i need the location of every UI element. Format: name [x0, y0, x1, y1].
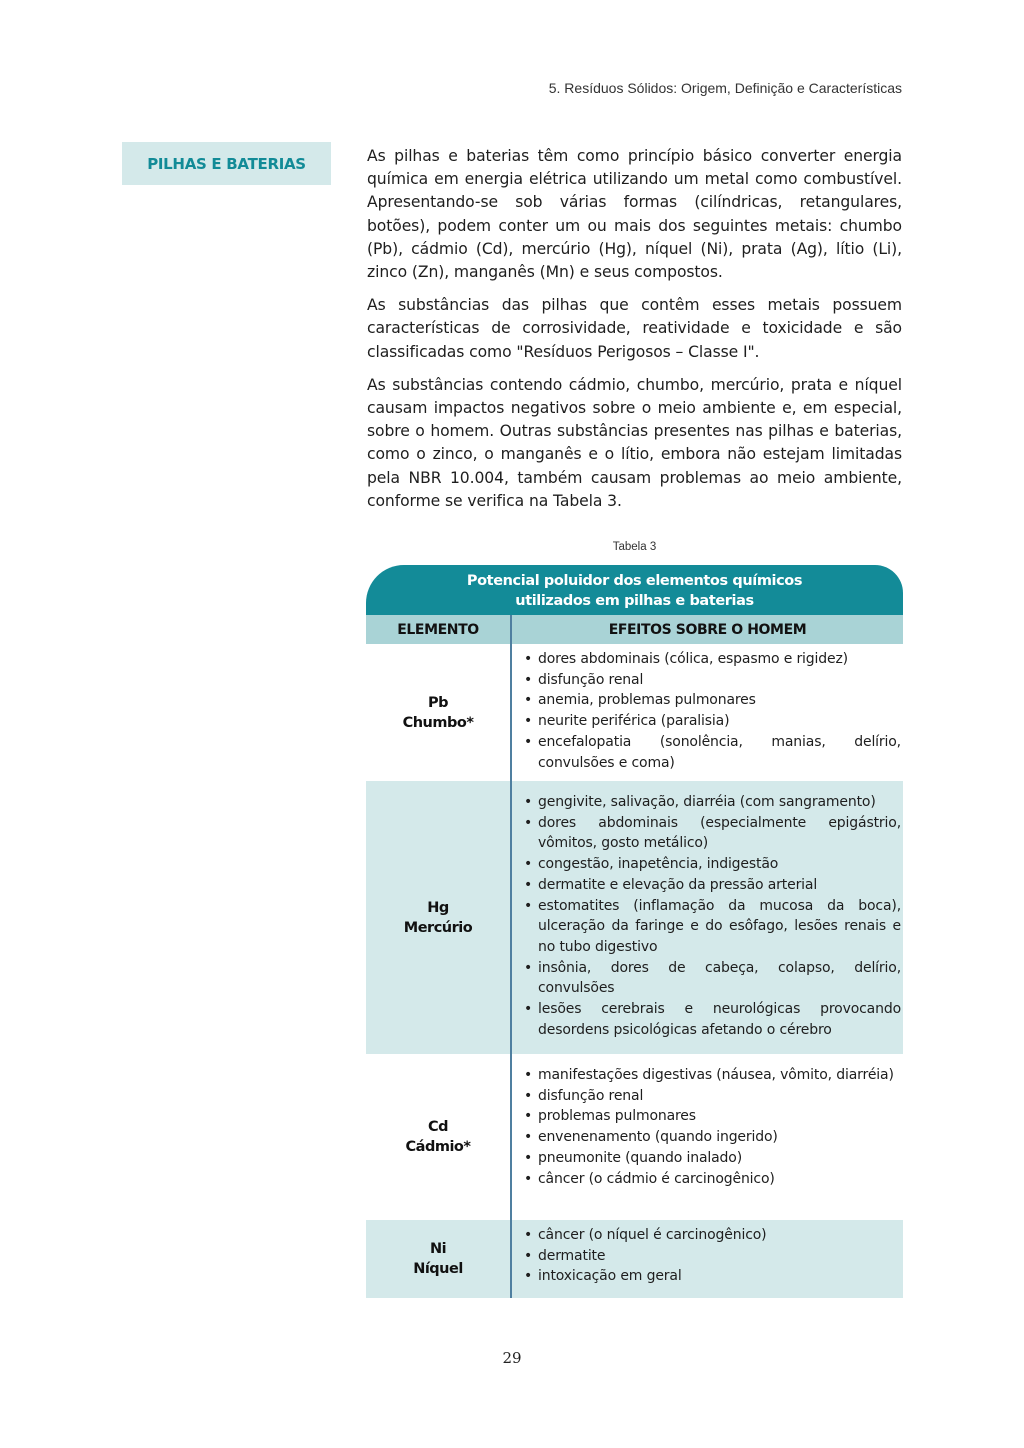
table-row: [366, 1054, 903, 1220]
effect-item: • câncer (o cádmio é carcinogênico): [524, 1169, 901, 1190]
table-title-line: Potencial poluidor dos elementos químicos: [466, 573, 803, 589]
effect-item: • manifestações digestivas (náusea, vômito, diarréia): [524, 1065, 901, 1086]
effect-item: • encefalopatia (sonolência, manias, delírio, convulsões e coma): [524, 732, 901, 773]
effect-item: • insônia, dores de cabeça, colapso, delírio, convulsões: [524, 958, 901, 999]
effect-item: • dores abdominais (especialmente epigástrio, vômitos, gosto metálico): [524, 813, 901, 854]
element-name: Níquel: [413, 1261, 463, 1277]
element-name: Cádmio*: [405, 1139, 471, 1155]
element-cell: [366, 1054, 512, 1220]
effect-item: • disfunção renal: [524, 1086, 901, 1107]
table-caption: Tabela 3: [612, 541, 657, 553]
table-row: [366, 1220, 903, 1298]
element-symbol: Pb: [427, 694, 448, 711]
effect-item: • envenenamento (quando ingerido): [524, 1127, 901, 1148]
effect-item: • dermatite: [524, 1246, 901, 1267]
paragraph: As substâncias das pilhas que contêm esses metais possuem características de corrosividade, reatividade e toxicidade e são classificadas como "Resíduos Perigosos – Classe I".: [367, 296, 902, 361]
element-cell: [366, 644, 512, 781]
element-cell: [366, 1220, 512, 1298]
column-header-effects: EFEITOS SOBRE O HOMEM: [608, 621, 807, 638]
effect-item: • dores abdominais (cólica, espasmo e rigidez): [524, 649, 901, 670]
body-text: [367, 145, 902, 523]
effect-item: • gengivite, salivação, diarréia (com sangramento): [524, 792, 901, 813]
element-name: Chumbo*: [402, 714, 474, 731]
effect-item: • câncer (o níquel é carcinogênico): [524, 1225, 901, 1246]
element-name: Mercúrio: [403, 919, 473, 936]
section-label: PILHAS E BATERIAS: [122, 142, 331, 185]
effects-cell: [512, 781, 903, 1054]
effects-cell: [512, 1054, 903, 1220]
element-symbol: Ni: [429, 1241, 447, 1257]
paragraph: As pilhas e baterias têm como princípio básico converter energia química em energia elétrica utilizando um metal como combustível. Apresentando-se sob várias formas (cilíndricas, retangulares, botões), podem conter um ou mais dos seguintes metais: chumbo (Pb), cádmio (Cd), mercúrio (Hg), níquel (Ni), prata (Ag), lítio (Li), zinco (Zn), manganês (Mn) e seus compostos.: [367, 147, 902, 282]
table-title-line: utilizados em pilhas e baterias: [515, 593, 754, 609]
element-symbol: Hg: [427, 899, 449, 916]
effect-item: • pneumonite (quando inalado): [524, 1148, 901, 1169]
effect-item: • dermatite e elevação da pressão arterial: [524, 875, 901, 896]
running-header: 5. Resíduos Sólidos: Origem, Definição e Características: [548, 80, 902, 96]
element-symbol: Cd: [427, 1119, 449, 1135]
effect-item: • neurite periférica (paralisia): [524, 711, 901, 732]
effects-cell: [512, 644, 903, 781]
effect-item: • intoxicação em geral: [524, 1266, 901, 1287]
table-title: [366, 565, 903, 615]
effect-item: • anemia, problemas pulmonares: [524, 690, 901, 711]
table-row: [366, 781, 903, 1054]
pollution-table: [366, 565, 903, 1298]
table-row: [366, 644, 903, 781]
effect-item: • estomatites (inflamação da mucosa da boca), ulceração da faringe e do esôfago, lesões renais e no tubo digestivo: [524, 896, 901, 958]
paragraph: As substâncias contendo cádmio, chumbo, mercúrio, prata e níquel causam impactos negativos sobre o meio ambiente e, em especial, sobre o homem. Outras substâncias presentes nas pilhas e baterias, como o zinco, o manganês e o lítio, embora não estejam limitadas pela NBR 10.004, também causam problemas ao meio ambiente, conforme se verifica na Tabela 3.: [367, 375, 902, 510]
element-cell: [366, 781, 512, 1054]
effect-item: • congestão, inapetência, indigestão: [524, 854, 901, 875]
page-number: 29: [502, 1349, 522, 1367]
effect-item: • lesões cerebrais e neurológicas provocando desordens psicológicas afetando o cérebro: [524, 999, 901, 1040]
table-header-row: [366, 615, 903, 644]
effect-item: • problemas pulmonares: [524, 1106, 901, 1127]
effects-cell: [512, 1220, 903, 1298]
effect-item: • disfunção renal: [524, 670, 901, 691]
column-header-element: ELEMENTO: [366, 615, 512, 644]
